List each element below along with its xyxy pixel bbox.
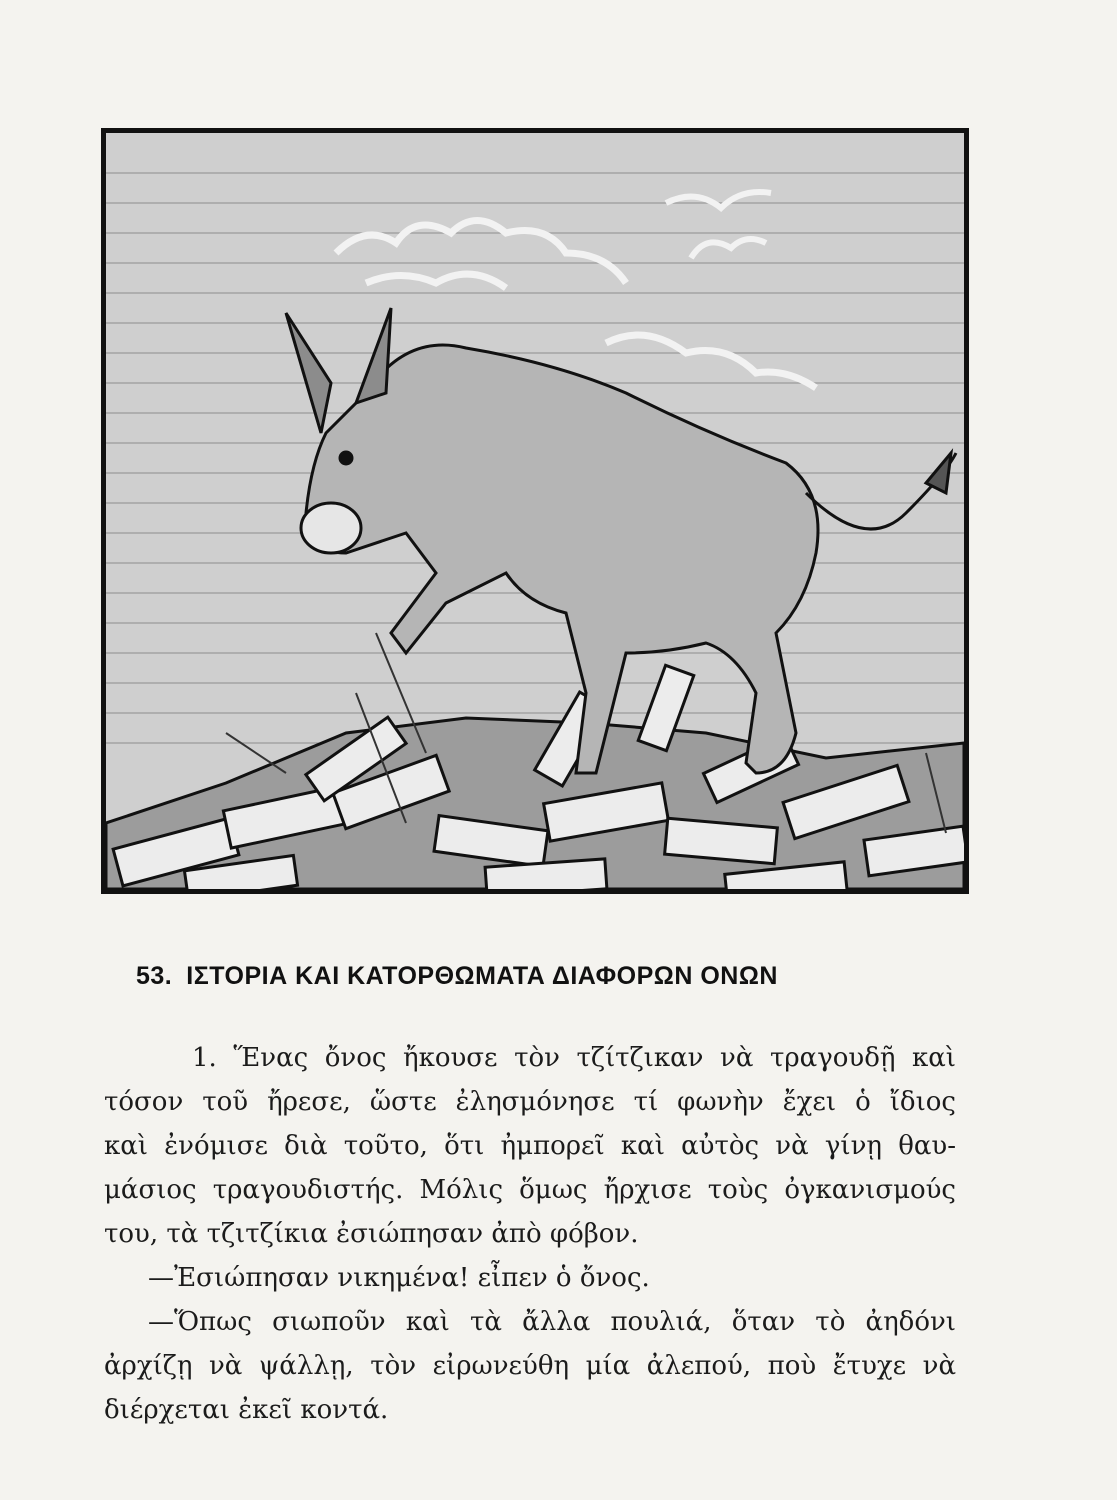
text-line: μάσιος τραγουδιστής. Μόλις ὅμως ἤρχισε τοὺς ὀγκανισμούς	[104, 1175, 956, 1205]
text-line: διέρχεται ἐκεῖ κοντά.	[104, 1395, 389, 1425]
text-line: —Ὅπως σιωποῦν καὶ τὰ ἄλλα πουλιά, ὅταν τὸ ἀηδόνι	[148, 1307, 956, 1337]
text-line: 1. Ἕνας ὄνος ἤκουσε τὸν τζίτζικαν νὰ τραγουδῇ καὶ	[192, 1043, 956, 1073]
text-line: του, τὰ τζιτζίκια ἐσιώπησαν ἀπὸ φόβον.	[104, 1219, 639, 1249]
donkey-on-roof-icon	[106, 133, 964, 889]
chapter-title: ΙΣΤΟΡΙΑ ΚΑΙ ΚΑΤΟΡΘΩΜΑΤΑ ΔΙΑΦΟΡΩΝ ΟΝΩΝ	[186, 962, 778, 990]
story-text	[104, 1036, 956, 1432]
chapter-number: 53.	[136, 962, 173, 990]
chapter-heading	[136, 962, 946, 991]
text-line: καὶ ἐνόμισε διὰ τοῦτο, ὅτι ἠμπορεῖ καὶ αὐτὸς νὰ γίνῃ θαυ-	[104, 1131, 956, 1161]
donkey-icon	[286, 308, 956, 773]
illustration-frame	[101, 128, 969, 894]
roof-tiles	[106, 633, 964, 889]
text-line: τόσον τοῦ ἤρεσε, ὥστε ἐλησμόνησε τί φωνὴν ἔχει ὁ ἴδιος	[104, 1087, 956, 1117]
text-line: ἀρχίζῃ νὰ ψάλλῃ, τὸν εἰρωνεύθη μία ἀλεπού, ποὺ ἔτυχε νὰ	[104, 1351, 956, 1381]
text-line: —Ἐσιώπησαν νικημένα! εἶπεν ὁ ὄνος.	[148, 1263, 650, 1293]
bird-icon	[666, 192, 771, 258]
